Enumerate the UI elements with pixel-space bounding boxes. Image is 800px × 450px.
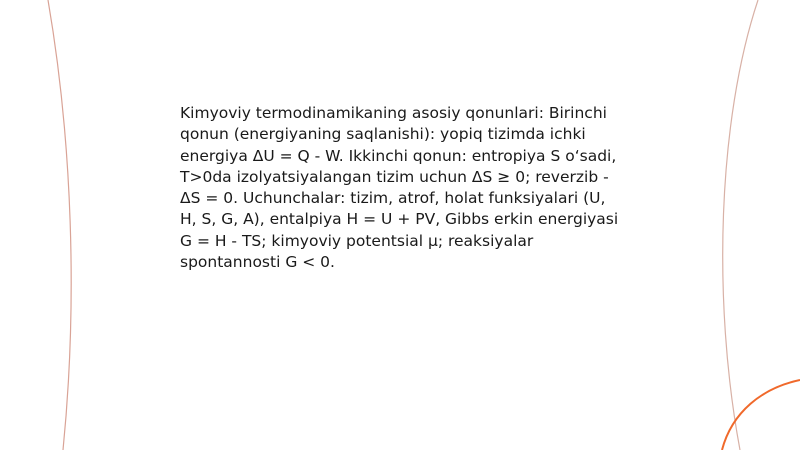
right-curve-line: [723, 0, 758, 450]
slide-body-text: Kimyoviy termodinamikaning asosiy qonunlari: Birinchi qonun (energiyaning saqlanishi): yopiq tizimda ichki energiya ΔU = Q - W. Ikkinchi qonun: entropiya S o‘sadi, T>0da izolyatsiyalangan tizim uchun ΔS ≥ 0; reverzib - ΔS = 0. Uchunchalar: tizim, atrof, holat funksiyalari (U, H, S, G, A), entalpiya H = U + PV, Gibbs erkin energiyasi G = H - TS; kimyoviy potentsial μ; reaksiyalar spontannosti G < 0.: [180, 104, 619, 272]
left-curve-line: [48, 0, 71, 450]
